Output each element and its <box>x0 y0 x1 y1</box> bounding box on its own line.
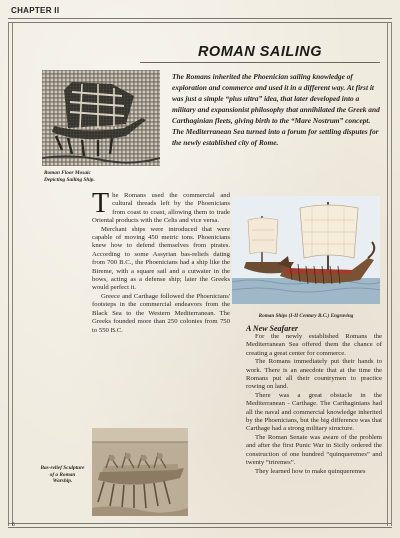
col1-paragraph-1 <box>92 188 230 226</box>
relief-caption: Bas-relief Sculpture of a Roman Warship. <box>40 465 85 484</box>
col1-paragraph-3: Greece and Carthage followed the Phoenicians' footsteps in the commercial endeavors from the Black Sea to the Western Mediterranean. The Greeks founded more than 250 colonies from 750 to 550 B.C. <box>92 292 230 334</box>
ship-caption: Roman Ships (I-II Century B.C.) Engraving <box>258 313 354 319</box>
bottom-border-rule <box>8 523 392 528</box>
right-border-rule <box>387 22 392 526</box>
text-column-right <box>246 333 382 476</box>
mosaic-ship-illustration <box>42 70 160 166</box>
top-border-rule <box>8 18 392 23</box>
col2-paragraph-1: For the newly established Romans the Mediterranean Sea offered them the chance of creating a great center for commerce. <box>246 333 382 357</box>
relief-warship-illustration <box>92 428 188 516</box>
col1-p1-text: he Romans used the commercial and cultural threads left by the Phoenicians from coast to coast, allowing them to trade Oriental products with the Celts and vice versa. <box>92 192 230 225</box>
col2-paragraph-5: They learned how to make quinqueremes <box>255 467 366 475</box>
title-underline <box>140 62 380 63</box>
mosaic-image <box>42 70 160 166</box>
mosaic-caption: Roman Floor Mosaic Depicting Sailing Ship. <box>44 170 95 183</box>
section-subheading: A New Seafarer <box>246 324 298 333</box>
col1-paragraph-2: Merchant ships were introduced that were capable of moving 450 metric tons. Phoenicians knew how to defend themselves from pirates. According to some Assyrian bas-reliefs dating from 700 B.C., the Phoenicians had a ship like the Bireme, with a square sail and a cutwater in the bows, acting as a defense ship; later the Greeks would perfect it. <box>92 225 230 292</box>
col2-paragraph-4: The Roman Senate was aware of the problem and after the first Punic War in Sicily ordered the construction of one hundred “quinqueremes” and twenty “triremes”. <box>246 433 382 467</box>
chapter-label: CHAPTER II <box>11 6 60 15</box>
page-title: ROMAN SAILING <box>197 44 323 60</box>
page-number: 6 <box>12 522 15 528</box>
intro-paragraph: The Romans inherited the Phoenician sailing knowledge of exploration and commerce and used it in a different way. At first it was just a simple “plus ultra” idea, that later developed into a military and expansionist philosophy that annihilated the Greek and Carthaginian fleets, giving birth to the “Mare Nostrum” concept. The Mediterranean Sea turned into a forum for settling disputes for the newly established city of Rome. <box>172 72 380 147</box>
col2-paragraph-2: The Romans immediately put their hands to work. There is an anecdote that at the time the Romans put all their countrymen to practice rowing on land. <box>246 358 382 391</box>
left-border-rule <box>8 22 13 526</box>
sailing-ships-illustration <box>232 196 380 304</box>
text-column-left <box>92 188 230 335</box>
bas-relief-image <box>92 428 188 516</box>
ship-engraving-image <box>232 196 380 304</box>
col2-paragraph-3: There was a great obstacle in the Mediterranean - Carthage. The Carthaginians had all the naval and commercial knowledge inherited by the Phoenicians, but the big difference was that Carthage had a strong military structure. <box>246 391 382 433</box>
drop-cap: T <box>92 188 110 219</box>
